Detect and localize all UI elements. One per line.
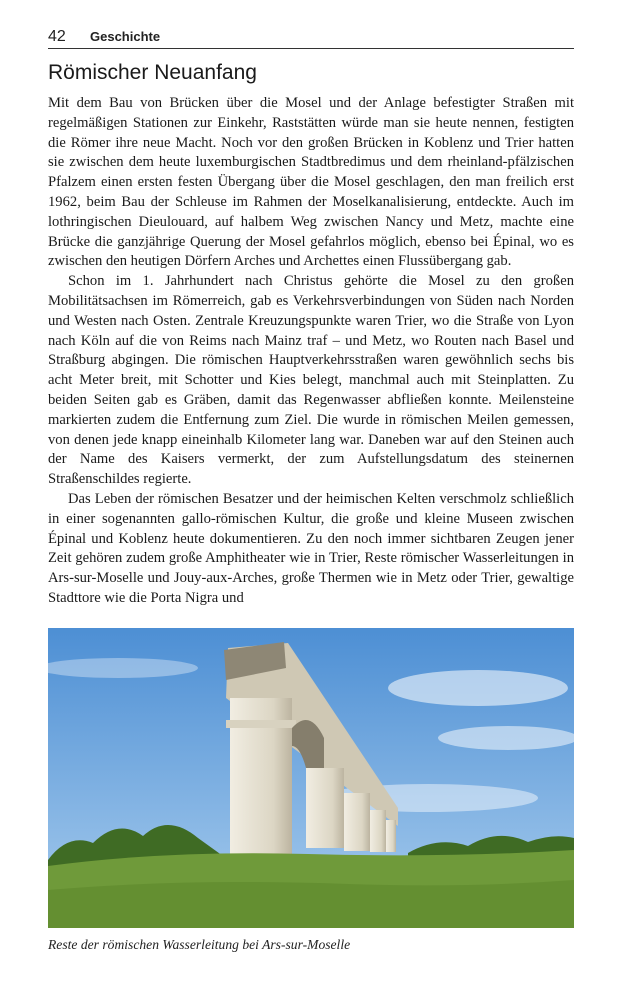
aqueduct-cornice — [226, 720, 296, 728]
paragraph: Mit dem Bau von Brücken über die Mosel und der Anlage befestigter Straßen mit regelmäßigen Stationen zur Einkehr, Raststätten würde man sie heute nennen, festigten die Römer ihre neue Macht. Noch vor den großen Brücken in Koblenz und Trier hatten sie zwischen dem heute luxemburgischen Stadtbredimus und dem rheinland-pfälzischen Pfalzem einen ersten festen Übergang über die Mosel geschlagen, den man freilich erst 1962, beim Bau der Schleuse im Rahmen der Moselkanalisierung, entdeckte. Auch im lothringischen Dieulouard, auf halbem Weg zwischen Nancy und Metz, machte eine Brücke die ganzjährige Querung der Mosel gefahrlos möglich, ebenso bei Épinal, wo es zwischen den heutigen Dörfern Arches und Archettes einen Flussübergang gab. — [48, 95, 574, 270]
cloud — [388, 670, 568, 706]
aqueduct-pier — [306, 768, 344, 848]
aqueduct-pier — [344, 793, 370, 851]
aqueduct-pier — [370, 810, 386, 852]
grass-foreground — [48, 880, 574, 928]
paragraph: Schon im 1. Jahrhundert nach Christus gehörte die Mosel zu den großen Mobilitätsachsen im Römerreich, gab es Verkehrsverbindungen von Süden nach Norden und Westen nach Osten. Zentrale Kreuzungspunkte waren Trier, wo die Straße von Lyon nach Köln auf die von Reims nach Mainz traf – und Metz, wo Routen nach Basel und Straßburg abgingen. Die römischen Hauptverkehrsstraßen waren gewöhnlich sechs bis acht Meter breit, mit Schotter und Kies belegt, manchmal auch mit Steinplatten. Zu beiden Seiten gab es Gräben, damit das Regenwasser abfließen konnte. Meilensteine markierten zudem die Entfernung zum Ziel. Die wurde in römischen Meilen gemessen, von denen jede knapp eineinhalb Kilometer lang war. Daneben war auf den Steinen auch der Name des Kaisers vermerkt, der zum Aufstellungsdatum des steinernen Straßenschildes regierte. — [48, 273, 574, 488]
running-head: Geschichte — [90, 29, 161, 44]
section-title: Römischer Neuanfang — [48, 61, 257, 84]
figure-caption: Reste der römischen Wasserleitung bei Ars-sur-Moselle — [48, 937, 351, 952]
aqueduct-pier — [386, 820, 396, 852]
page-header — [48, 28, 574, 49]
aqueduct-photo — [48, 628, 574, 928]
cloud — [438, 726, 574, 750]
page-number: 42 — [48, 28, 66, 45]
paragraph: Das Leben der römischen Besatzer und der heimischen Kelten verschmolz schließlich in einer sogenannten gallo-römischen Kultur, die große und kleine Museen zwischen Épinal und Koblenz heute dokumentieren. Zu den noch immer sichtbaren Zeugen jener Zeit gehören zudem große Amphitheater wie in Trier, Reste römischer Wasserleitungen in Ars-sur-Moselle und Jouy-aux-Arches, große Thermen wie in Metz oder Trier, gewaltige Stadttore wie die Porta Nigra und — [48, 490, 574, 606]
aqueduct-illustration — [48, 628, 574, 928]
body-text — [48, 94, 574, 609]
